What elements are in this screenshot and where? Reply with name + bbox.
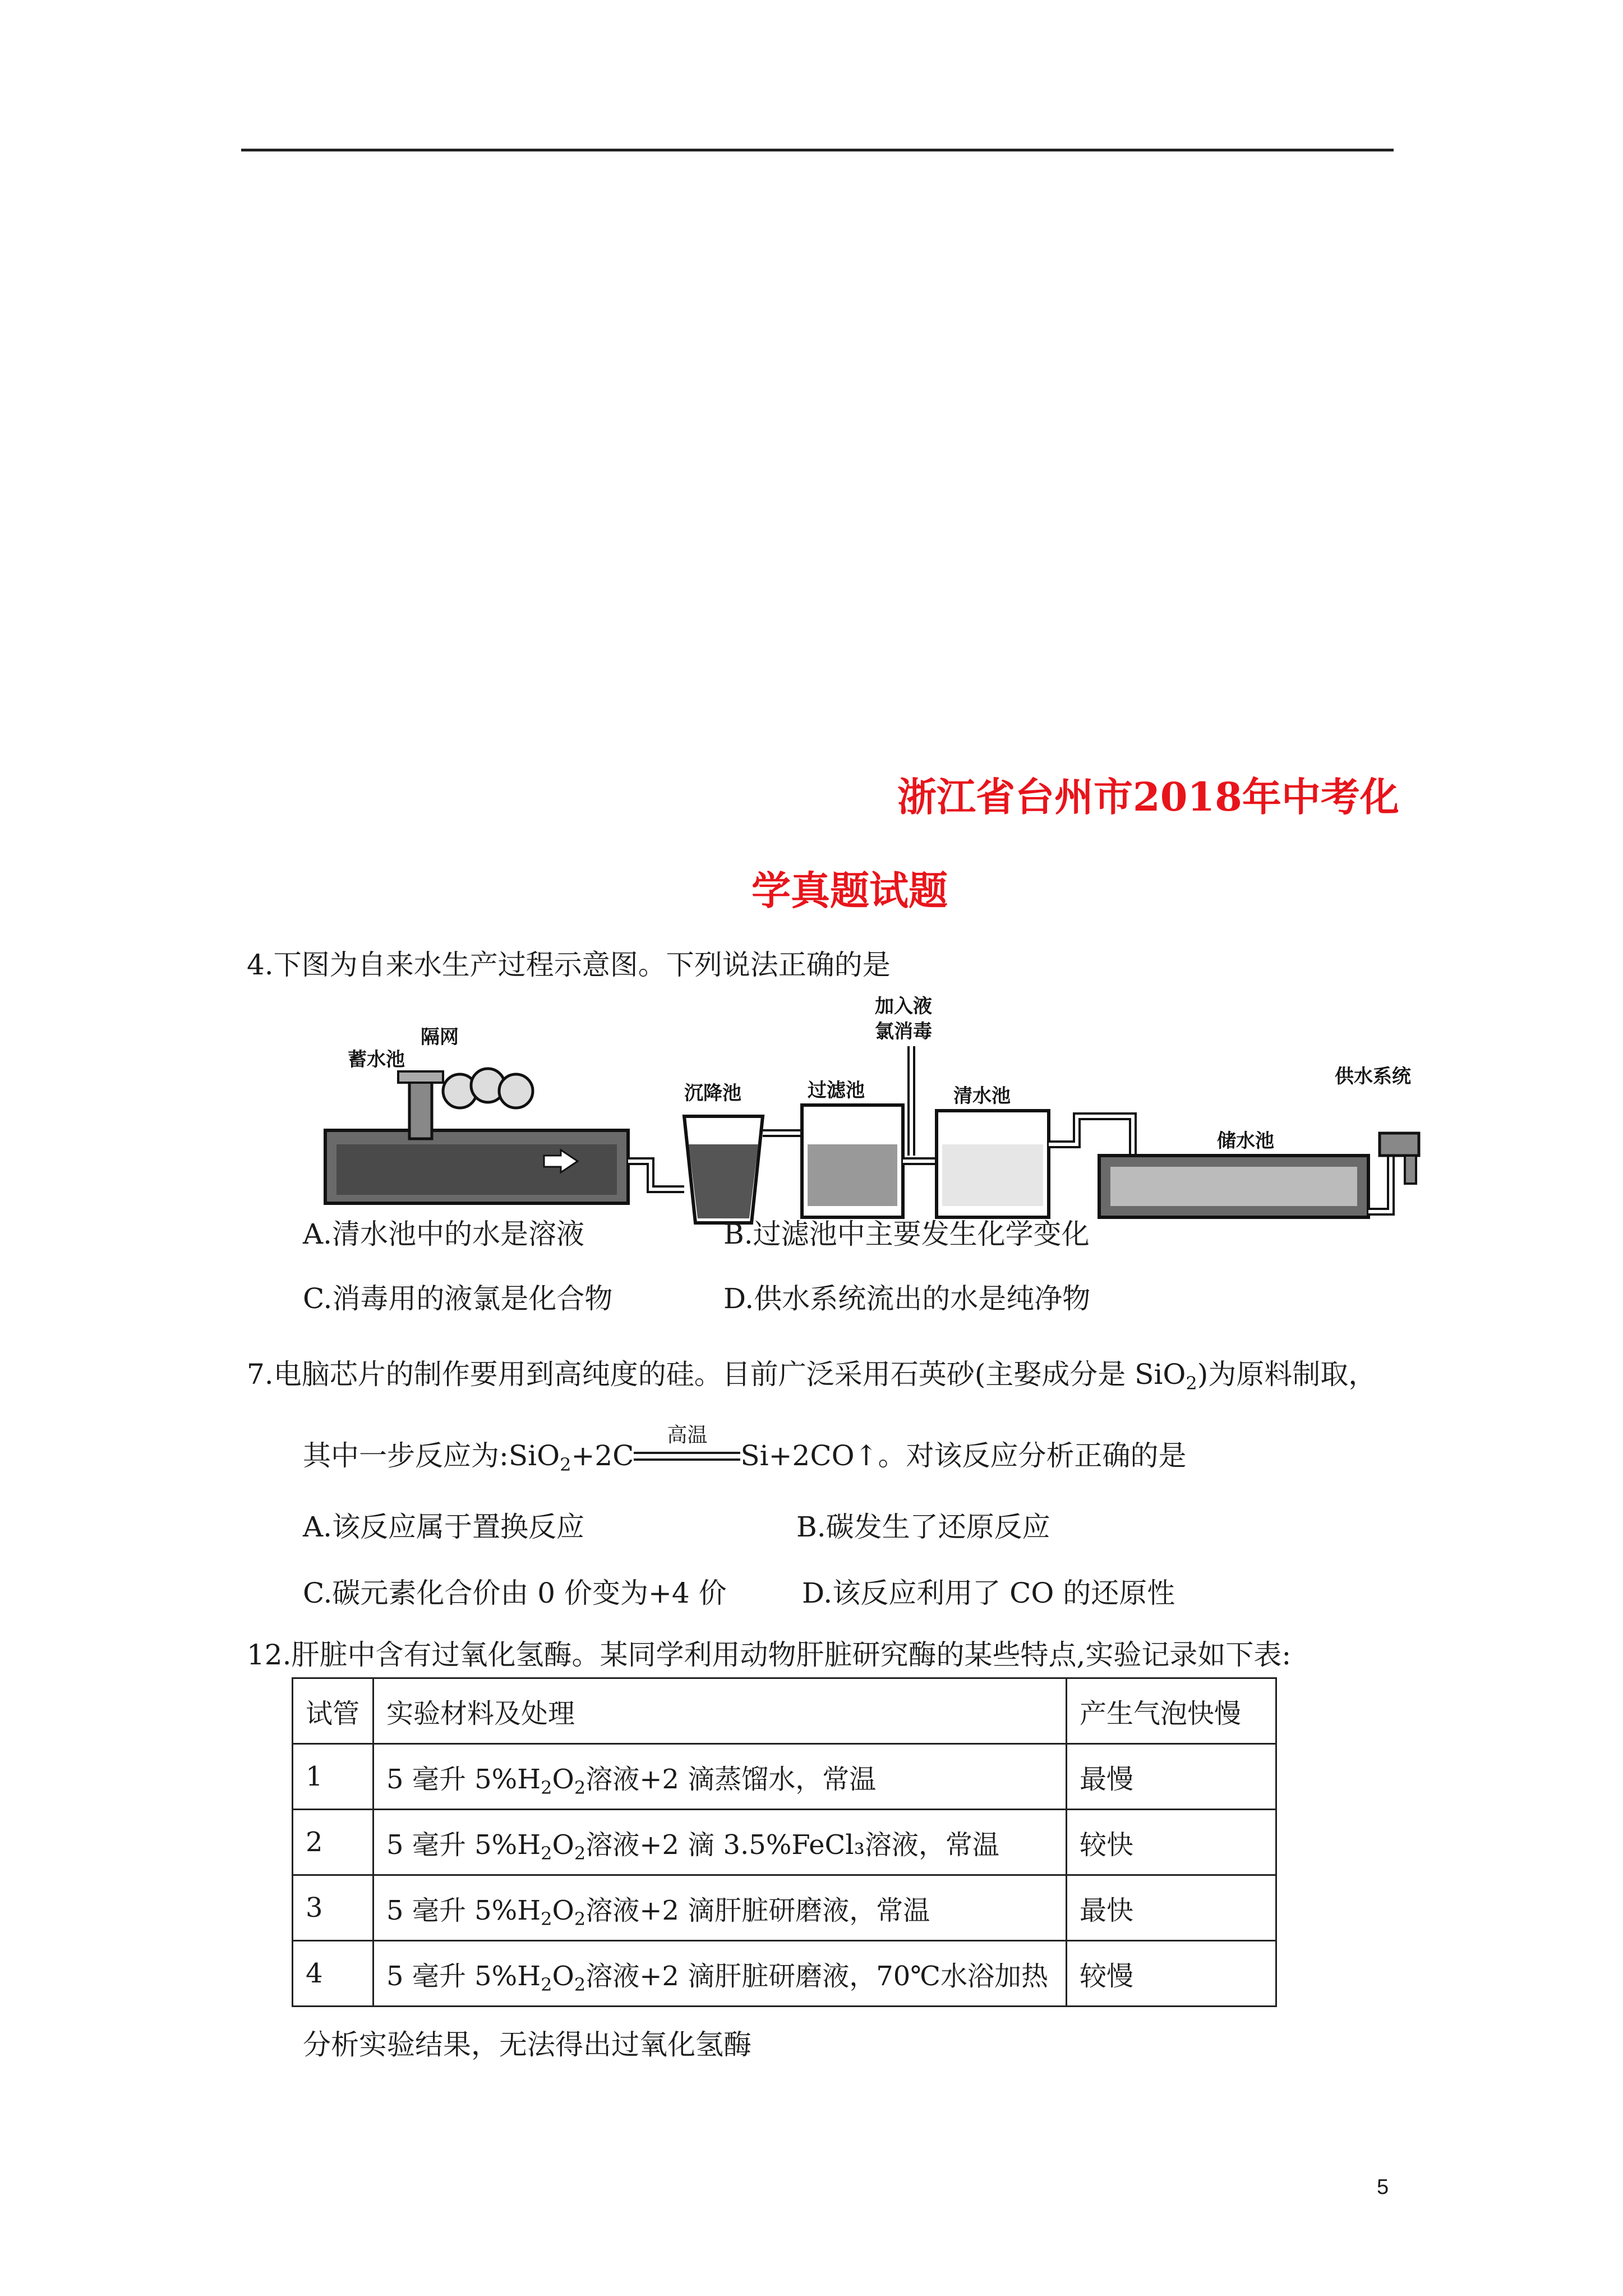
header-speed: 产生气泡快慢 bbox=[1066, 1678, 1276, 1744]
reaction-condition: 高温 bbox=[634, 1444, 740, 1472]
title-line-1: 浙江省台州市2018年中考化 bbox=[897, 774, 1399, 820]
title-line-2: 学真题试题 bbox=[751, 867, 948, 914]
table-row bbox=[293, 1941, 1276, 2007]
cell-speed: 最慢 bbox=[1066, 1744, 1276, 1810]
q4-option-c: C.消毒用的液氯是化合物 bbox=[303, 1282, 613, 1315]
clear-water-tank bbox=[937, 1111, 1049, 1217]
cell-speed: 最快 bbox=[1066, 1875, 1276, 1941]
label-screen: 隔网 bbox=[421, 1026, 459, 1048]
storage-tank bbox=[1099, 1156, 1368, 1217]
cell-material: 5 毫升 $5\%H_2O_2$溶液+2 滴 3.5%FeCl₃溶液，常温 bbox=[374, 1810, 1067, 1875]
cell-tube: 4 bbox=[293, 1941, 374, 2007]
label-settling: 沉降池 bbox=[684, 1082, 741, 1105]
table-row bbox=[293, 1810, 1276, 1875]
q7-option-b: B.碳发生了还原反应 bbox=[796, 1511, 1050, 1543]
question-4-stem: 4.下图为自来水生产过程示意图。下列说法正确的是 bbox=[247, 949, 891, 981]
q4-option-d: D.供水系统流出的水是纯净物 bbox=[723, 1282, 1091, 1315]
cell-material: 5 毫升 $5\%H_2O_2$溶液+2 滴肝脏研磨液，常温 bbox=[374, 1875, 1067, 1941]
q7-option-a: A.该反应属于置换反应 bbox=[303, 1511, 585, 1543]
q7-option-d: D.该反应利用了 CO 的还原性 bbox=[802, 1577, 1175, 1609]
page-number: 5 bbox=[1377, 2175, 1389, 2199]
question-7-equation: 其中一步反应为:SiO$_2$+2C 高温 Si+2CO↑。对该反应分析正确的是 bbox=[303, 1424, 1187, 1475]
q4-option-b: B.过滤池中主要发生化学变化 bbox=[723, 1218, 1090, 1250]
table-header-row bbox=[293, 1678, 1276, 1744]
header-tube: 试管 bbox=[293, 1678, 374, 1744]
question-7-stem: 7.电脑芯片的制作要用到高纯度的硅。目前广泛采用石英砂(主娶成分是 SiO$_2$)为原料制取， bbox=[247, 1358, 1377, 1394]
filter-tank bbox=[802, 1105, 903, 1217]
faucet-icon bbox=[1380, 1133, 1419, 1184]
q7-option-c: C.碳元素化合价由 0 价变为+4 价 bbox=[303, 1577, 727, 1609]
cell-tube: 2 bbox=[293, 1810, 374, 1875]
label-reservoir: 蓄水池 bbox=[348, 1048, 405, 1071]
label-storage: 储水池 bbox=[1217, 1130, 1274, 1152]
question-12-stem: 12.肝脏中含有过氧化氢酶。某同学利用动物肝脏研究酶的某些特点,实验记录如下表: bbox=[247, 1639, 1292, 1671]
label-supply: 供水系统 bbox=[1335, 1065, 1411, 1088]
label-filter: 过滤池 bbox=[808, 1079, 865, 1102]
cell-tube: 3 bbox=[293, 1875, 374, 1941]
cell-material: 5 毫升 $5\%H_2O_2$溶液+2 滴蒸馏水，常温 bbox=[374, 1744, 1067, 1810]
question-12-followup: 分析实验结果，无法得出过氧化氢酶 bbox=[303, 2028, 751, 2061]
q4-option-a: A.清水池中的水是溶液 bbox=[303, 1218, 585, 1250]
header-material: 实验材料及处理 bbox=[374, 1678, 1067, 1744]
table-row bbox=[293, 1744, 1276, 1810]
label-chlorine-1: 加入液 bbox=[875, 995, 932, 1018]
experiment-table bbox=[292, 1677, 1277, 2007]
cell-material: 5 毫升 $5\%H_2O_2$溶液+2 滴肝脏研磨液，70℃水浴加热 bbox=[374, 1941, 1067, 2007]
cell-speed: 较快 bbox=[1066, 1810, 1276, 1875]
table-row bbox=[293, 1875, 1276, 1941]
cell-tube: 1 bbox=[293, 1744, 374, 1810]
settling-tank bbox=[684, 1116, 763, 1223]
cell-speed: 较慢 bbox=[1066, 1941, 1276, 2007]
label-chlorine-2: 氯消毒 bbox=[875, 1020, 932, 1043]
reservoir-tank bbox=[325, 1069, 628, 1203]
label-clear: 清水池 bbox=[953, 1085, 1011, 1107]
header-rule bbox=[241, 149, 1394, 151]
